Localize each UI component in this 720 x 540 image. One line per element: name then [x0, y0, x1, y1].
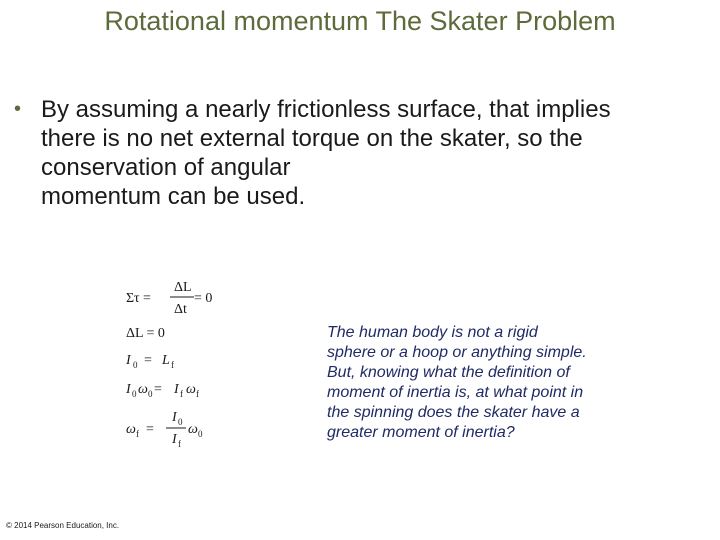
- bullet-line-2: there is no net external torque on the skater, so the: [41, 125, 583, 152]
- equations-svg: [126, 278, 236, 468]
- note-line-4: moment of inertia is, at what point in: [327, 384, 584, 401]
- eq4-d: ω: [186, 382, 196, 397]
- note-line-5: the spinning does the skater have a: [327, 404, 580, 421]
- bullet-point: [14, 95, 714, 211]
- eq3-right: L: [162, 353, 170, 368]
- eq3-left: I: [126, 353, 131, 368]
- slide-title: Rotational momentum The Skater Problem: [104, 6, 616, 36]
- bullet-line-3: conservation of angular: [41, 154, 291, 181]
- copyright-notice: © 2014 Pearson Education, Inc.: [6, 521, 120, 530]
- eq3-left-sub: 0: [133, 360, 138, 370]
- eq4-c: I: [174, 382, 179, 397]
- eq1-rhs: = 0: [194, 291, 213, 306]
- eq4-c-sub: f: [180, 389, 183, 399]
- bullet-text: [41, 95, 714, 211]
- eq1-numerator: ΔL: [174, 280, 192, 295]
- eq4-b-sub: 0: [148, 389, 153, 399]
- note-line-2: sphere or a hoop or anything simple.: [327, 344, 587, 361]
- eq4-a: I: [126, 382, 131, 397]
- eq1-lhs: Στ =: [126, 291, 151, 306]
- eq5-denominator: I: [172, 432, 177, 447]
- eq5-tail: ω: [188, 422, 198, 437]
- eq4-d-sub: f: [196, 389, 199, 399]
- eq4-a-sub: 0: [132, 389, 137, 399]
- eq5-numerator-sub: 0: [178, 417, 183, 427]
- eq3-right-sub: f: [171, 360, 174, 370]
- note-line-1: The human body is not a rigid: [327, 324, 538, 341]
- bullet-line-4: momentum can be used.: [41, 183, 306, 210]
- bullet-line-1: By assuming a nearly frictionless surface, that implies: [41, 96, 611, 123]
- eq3-mid: =: [144, 353, 152, 368]
- explanation-note: [327, 323, 637, 443]
- eq5-lhs-sub: f: [136, 429, 139, 439]
- eq2: ΔL = 0: [126, 326, 165, 341]
- note-line-3: But, knowing what the definition of: [327, 364, 570, 381]
- eq4-b: ω: [138, 382, 148, 397]
- note-line-6: greater moment of inertia?: [327, 424, 515, 441]
- eq5-lhs: ω: [126, 422, 136, 437]
- equation-block: [126, 278, 236, 468]
- eq5-numerator: I: [172, 410, 177, 425]
- eq1-denominator: Δt: [174, 302, 187, 317]
- eq5-denominator-sub: f: [178, 439, 181, 449]
- eq5-tail-sub: 0: [198, 429, 203, 439]
- eq4-mid: =: [154, 382, 162, 397]
- bullet-symbol: •: [14, 98, 22, 120]
- eq5-equals: =: [146, 422, 154, 437]
